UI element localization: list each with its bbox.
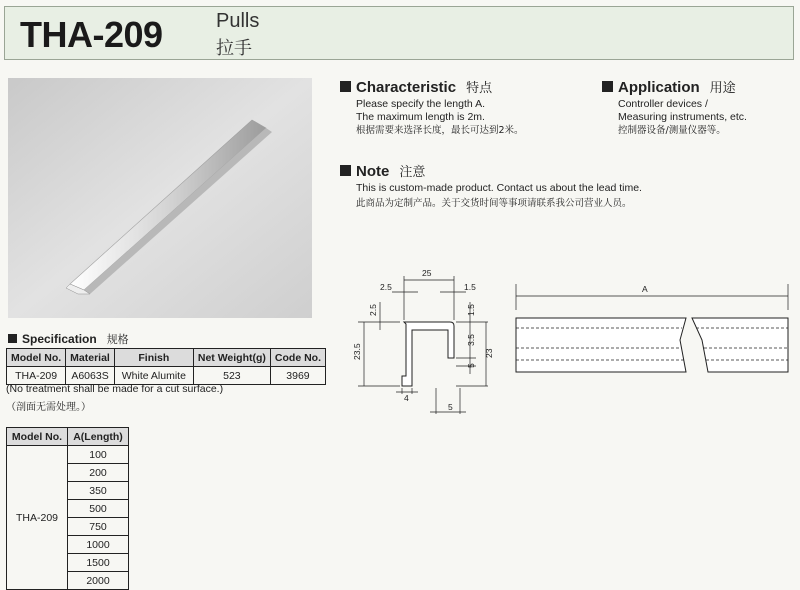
- table-row: [7, 367, 326, 385]
- dim-1-5-right: 1.5: [466, 304, 476, 316]
- dim-23-5: 23.5: [352, 343, 362, 360]
- length-header-row: [7, 428, 129, 446]
- note-line2: 此商品为定制产品。关于交货时间等事项请联系我公司营业人员。: [356, 198, 632, 209]
- characteristic-line2: The maximum length is 2m.: [356, 111, 485, 123]
- application-line3: 控制器设备/测量仪器等。: [618, 125, 726, 136]
- length-cell: 1500: [68, 554, 129, 572]
- table-row: [7, 446, 129, 464]
- note-line1: This is custom-made product. Contact us about the lead time.: [356, 182, 642, 194]
- spec-cell-code: 3969: [270, 367, 325, 385]
- side-view-drawing: [510, 280, 794, 380]
- spec-cell-finish: White Alumite: [114, 367, 193, 385]
- dim-5-right: 5: [466, 363, 476, 368]
- dim-25: 25: [422, 268, 432, 278]
- characteristic-line3: 根据需要来选泽长度，最长可达到2米。: [356, 125, 524, 136]
- application-text: [618, 98, 747, 137]
- spec-col-material: Material: [66, 349, 115, 367]
- spec-header-row: [7, 349, 326, 367]
- dim-2-5-left: 2.5: [368, 304, 378, 316]
- length-col-model: Model No.: [7, 428, 68, 446]
- length-table: [6, 427, 129, 590]
- pull-profile-image: [8, 78, 312, 318]
- product-photo: [8, 78, 312, 318]
- length-cell: 750: [68, 518, 129, 536]
- characteristic-text: [356, 98, 524, 137]
- note-heading: Note 注意: [340, 161, 425, 180]
- application-line2: Measuring instruments, etc.: [618, 111, 747, 123]
- characteristic-heading: Characteristic 特点: [340, 77, 492, 96]
- dim-3-5: 3.5: [466, 334, 476, 346]
- length-cell: 350: [68, 482, 129, 500]
- spec-cell-model: THA-209: [7, 367, 66, 385]
- cut-surface-note-zh: （剖面无需处理。）: [6, 402, 91, 413]
- characteristic-line1: Please specify the length A.: [356, 98, 485, 110]
- cut-surface-note: (No treatment shall be made for a cut surface.): [6, 383, 224, 395]
- model-title: THA-209: [20, 14, 163, 55]
- dim-2-5-top: 2.5: [380, 282, 392, 292]
- spec-col-weight: Net Weight(g): [193, 349, 270, 367]
- note-text: [356, 182, 642, 210]
- length-cell: 200: [68, 464, 129, 482]
- cross-section-drawing: [340, 262, 500, 422]
- length-cell: 2000: [68, 572, 129, 590]
- length-col-a: A(Length): [68, 428, 129, 446]
- spec-cell-weight: 523: [193, 367, 270, 385]
- application-line1: Controller devices /: [618, 98, 708, 110]
- dim-5-bottom: 5: [448, 402, 453, 412]
- spec-cell-material: A6063S: [66, 367, 115, 385]
- length-cell: 1000: [68, 536, 129, 554]
- dim-1-5-top: 1.5: [464, 282, 476, 292]
- category-zh: 拉手: [216, 38, 252, 59]
- length-cell: 500: [68, 500, 129, 518]
- dim-a: A: [642, 284, 648, 294]
- spec-col-finish: Finish: [114, 349, 193, 367]
- spec-col-model: Model No.: [7, 349, 66, 367]
- specification-table: [6, 348, 326, 385]
- specification-heading: Specification 规格: [8, 331, 129, 347]
- dim-23: 23: [484, 348, 494, 358]
- category-en: Pulls: [216, 10, 260, 32]
- spec-col-code: Code No.: [270, 349, 325, 367]
- application-heading: Application 用途: [602, 77, 736, 96]
- length-cell: 100: [68, 446, 129, 464]
- length-cell-model: THA-209: [7, 446, 68, 590]
- dim-4: 4: [404, 393, 409, 403]
